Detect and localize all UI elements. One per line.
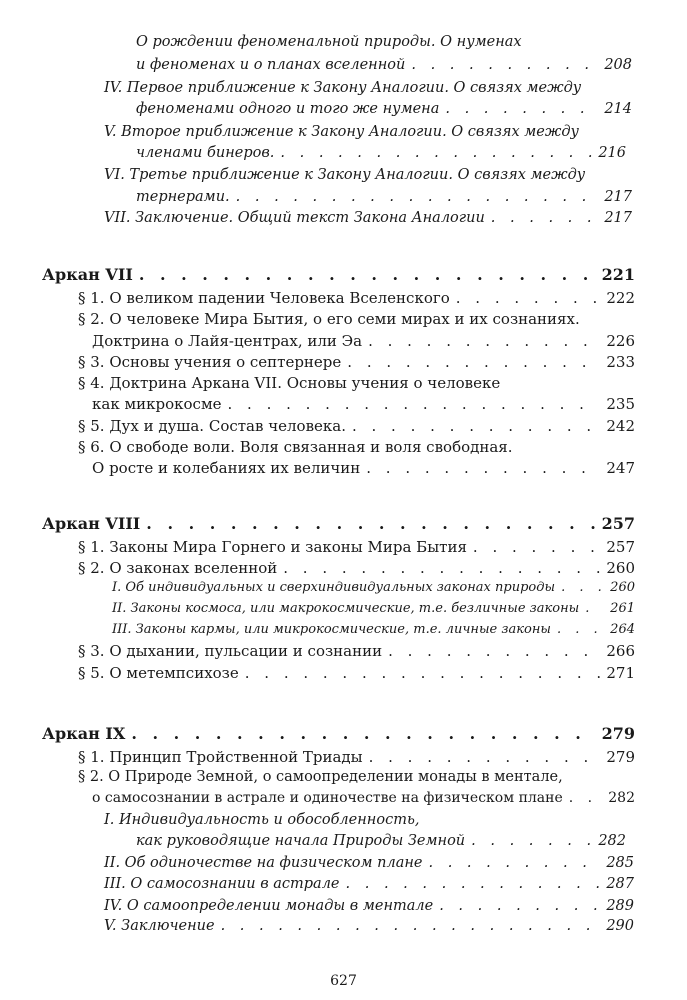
- page-number: 226: [606, 332, 635, 350]
- page-number: 271: [606, 664, 635, 682]
- page-number: 266: [606, 642, 635, 660]
- toc-entry-text: III. Законы кармы, или микрокосмические, т.е. личные законы: [112, 622, 551, 637]
- arcanum-heading: [42, 514, 635, 533]
- page-number: 290: [606, 918, 634, 934]
- toc-entry-text: § 1. Законы Мира Горнего и законы Мира Бытия: [78, 538, 467, 556]
- dot-leader: [347, 353, 600, 371]
- toc-entry-text: § 2. О законах вселенной: [78, 559, 278, 577]
- toc-entry-line: § 2. О человеке Мира Бытия, о его семи мирах и их сознаниях.: [78, 310, 580, 328]
- toc-entry-text: § 5. Дух и душа. Состав человека.: [78, 417, 346, 435]
- toc-entry: [104, 855, 634, 871]
- toc-entry: [136, 189, 632, 205]
- dot-leader: [561, 580, 604, 595]
- page-number: 287: [606, 876, 634, 892]
- toc-entry-text: О росте и колебаниях их величин: [92, 459, 361, 477]
- toc-entry-line: IV. Первое приближение к Закону Аналогии. О связях между: [104, 80, 582, 96]
- toc-entry-text: феноменами одного и того же нумена: [136, 101, 440, 117]
- dot-leader: [236, 189, 599, 205]
- page-number: 279: [601, 724, 635, 743]
- toc-entry-line: § 6. О свободе воли. Воля связанная и воля свободная.: [78, 438, 513, 456]
- arcanum-title: Аркан VIII: [42, 514, 141, 533]
- toc-entry-text: и феноменах и о планах вселенной: [136, 57, 406, 73]
- page-number: 282: [608, 790, 635, 806]
- toc-entry-text: о самосознании в астрале и одиночестве на физическом плане: [92, 790, 563, 806]
- toc-entry: [78, 289, 635, 307]
- toc-entry: [78, 642, 635, 660]
- page-number: 242: [606, 417, 635, 435]
- toc-entry-text: тернерами.: [136, 189, 230, 205]
- toc-entry-line: § 4. Доктрина Аркана VII. Основы учения о человеке: [78, 374, 501, 392]
- toc-entry: [104, 898, 634, 914]
- dot-leader: [228, 395, 601, 413]
- toc-entry-text: § 3. О дыхании, пульсации и сознании: [78, 642, 383, 660]
- arcanum-title: Аркан VII: [42, 265, 133, 284]
- toc-entry: [104, 210, 632, 226]
- dot-leader: [146, 514, 595, 533]
- toc-entry-text: IV. О самоопределении монады в ментале: [104, 898, 434, 914]
- dot-leader: [352, 417, 600, 435]
- toc-entry: [78, 664, 635, 682]
- dot-leader: [491, 210, 599, 226]
- page-number: 285: [606, 855, 634, 871]
- toc-entry: [104, 876, 634, 892]
- toc-entry: [92, 332, 635, 350]
- toc-entry-text: членами бинеров.: [136, 145, 275, 161]
- dot-leader: [429, 855, 601, 871]
- toc-entry-text: VII. Заключение. Общий текст Закона Аналогии: [104, 210, 485, 226]
- page-number: 217: [604, 189, 632, 205]
- page-number: 208: [604, 57, 632, 73]
- dot-leader: [445, 101, 598, 117]
- dot-leader: [369, 748, 601, 766]
- dot-leader: [411, 57, 598, 73]
- page-number: 233: [606, 353, 635, 371]
- toc-entry-line: § 2. О Природе Земной, о самоопределении монады в ментале,: [78, 769, 563, 785]
- toc-entry: [78, 538, 635, 556]
- toc-entry-text: V. Заключение: [104, 918, 215, 934]
- page-number: 214: [604, 101, 632, 117]
- dot-leader: [280, 145, 592, 161]
- toc-entry-text: § 1. О великом падении Человека Вселенского: [78, 289, 450, 307]
- page-number: 235: [606, 395, 635, 413]
- dot-leader: [139, 265, 596, 284]
- dot-leader: [439, 898, 600, 914]
- dot-leader: [245, 664, 601, 682]
- toc-entry: [112, 601, 635, 616]
- toc-entry: [136, 101, 632, 117]
- page-number: 260: [606, 559, 635, 577]
- page-number: 217: [604, 210, 632, 226]
- page-folio-number: 627: [330, 973, 357, 989]
- toc-entry: [136, 833, 626, 849]
- toc-entry: [92, 790, 635, 806]
- toc-entry-text: II. Об одиночестве на физическом плане: [104, 855, 423, 871]
- toc-entry: [112, 622, 635, 637]
- page-number: 222: [606, 289, 635, 307]
- page-number: 289: [606, 898, 634, 914]
- toc-entry-line: I. Индивидуальность и обособленность,: [104, 812, 420, 828]
- arcanum-heading: [42, 265, 635, 284]
- toc-entry-line: V. Второе приближение к Закону Аналогии. О связях между: [104, 124, 579, 140]
- toc-entry-text: § 5. О метемпсихозе: [78, 664, 239, 682]
- dot-leader: [569, 790, 603, 806]
- toc-entry: [78, 559, 635, 577]
- page-number: 257: [606, 538, 635, 556]
- toc-entry: [92, 395, 635, 413]
- dot-leader: [131, 724, 595, 743]
- toc-entry: [136, 57, 632, 73]
- dot-leader: [388, 642, 600, 660]
- page-number: 279: [606, 748, 635, 766]
- dot-leader: [221, 918, 601, 934]
- toc-entry-line: VI. Третье приближение к Закону Аналогии. О связях между: [104, 167, 586, 183]
- toc-entry: [112, 580, 635, 595]
- toc-entry: [78, 417, 635, 435]
- toc-entry-line: О рождении феноменальной природы. О нуменах: [136, 34, 522, 50]
- page-number: 264: [610, 622, 635, 637]
- toc-entry-text: Доктрина о Лайя-центрах, или Эа: [92, 332, 363, 350]
- toc-entry: [78, 353, 635, 371]
- toc-entry: [136, 145, 626, 161]
- dot-leader: [283, 559, 600, 577]
- dot-leader: [346, 876, 601, 892]
- toc-entry-text: III. О самосознании в астрале: [104, 876, 340, 892]
- toc-entry-text: § 1. Принцип Тройственной Триады: [78, 748, 363, 766]
- page-number: 216: [598, 145, 626, 161]
- toc-entry-text: II. Законы космоса, или макрокосмические, т.е. безличные законы: [112, 601, 580, 616]
- dot-leader: [473, 538, 600, 556]
- page-number: 221: [601, 265, 635, 284]
- toc-entry-text: § 3. Основы учения о септернере: [78, 353, 342, 371]
- dot-leader: [471, 833, 592, 849]
- page-number: 261: [610, 601, 635, 616]
- toc-entry-text: I. Об индивидуальных и сверхиндивидуальных законах природы: [112, 580, 556, 595]
- dot-leader: [456, 289, 601, 307]
- arcanum-heading: [42, 724, 635, 743]
- arcanum-title: Аркан IX: [42, 724, 126, 743]
- toc-entry-text: как руководящие начала Природы Земной: [136, 833, 466, 849]
- toc-entry: [104, 918, 634, 934]
- dot-leader: [557, 622, 604, 637]
- dot-leader: [585, 601, 604, 616]
- page-number: 260: [610, 580, 635, 595]
- page-number: 282: [598, 833, 626, 849]
- toc-entry-text: как микрокосме: [92, 395, 222, 413]
- page-number: 247: [606, 459, 635, 477]
- dot-leader: [366, 459, 600, 477]
- page-number: 257: [601, 514, 635, 533]
- toc-entry: [92, 459, 635, 477]
- toc-entry: [78, 748, 635, 766]
- dot-leader: [368, 332, 600, 350]
